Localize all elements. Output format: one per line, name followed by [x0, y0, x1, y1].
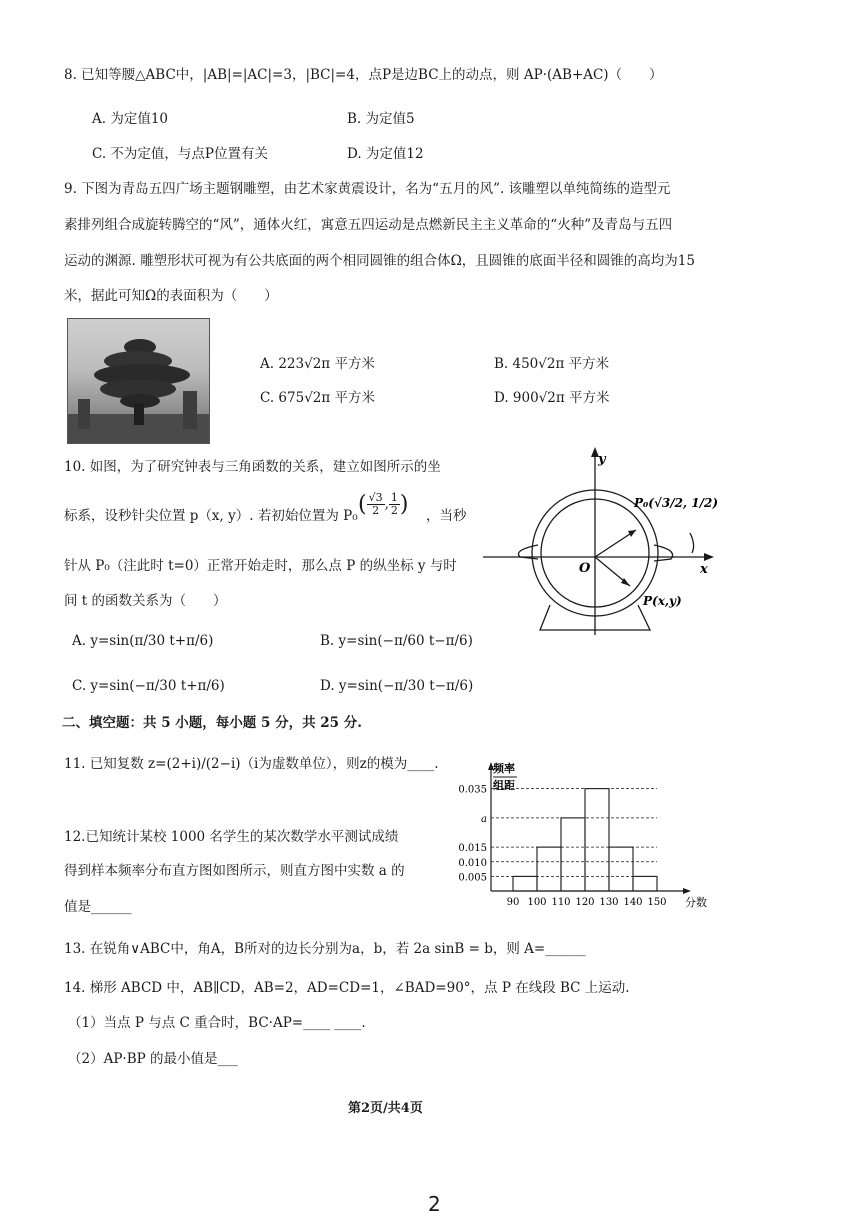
hist-bar [585, 789, 609, 891]
hist-x-arrow [683, 888, 691, 894]
sculpture-photo [67, 318, 210, 444]
hist-y-tick-label: 0.035 [458, 784, 487, 796]
q14-part2: （2）AP·BP 的最小值是___ [68, 1051, 238, 1067]
right-bell [654, 545, 673, 561]
hist-x-tick-label: 100 [527, 897, 547, 908]
hist-x-tick-label: 150 [647, 897, 667, 908]
q10-line2b: ，当秒 [426, 508, 467, 524]
q8-option-b: B. 为定值5 [347, 111, 415, 127]
q8-option-c: C. 不为定值，与点P位置有关 [92, 146, 269, 162]
hist-bar [561, 818, 585, 891]
hist-bar [633, 876, 657, 891]
q14-part1: （1）当点 P 与点 C 重合时，BC·AP=____ ____. [68, 1015, 366, 1031]
hist-y-tick-label: 0.015 [458, 843, 487, 855]
hist-y-tick-label: 0.005 [458, 872, 487, 884]
q10-line1: 10. 如图，为了研究钟表与三角函数的关系，建立如图所示的坐 [64, 459, 441, 475]
q9-option-d: D. 900√2π 平方米 [494, 390, 610, 406]
q9-line4: 米，据此可知Ω的表面积为（ ） [64, 288, 278, 304]
hist-x-tick-label: 110 [551, 897, 571, 908]
q11: 11. 已知复数 z=(2+i)/(2−i)（i为虚数单位），则z的模为____. [64, 756, 439, 772]
q12-line2: 得到样本频率分布直方图如图所示，则直方图中实数 a 的 [64, 863, 405, 879]
hist-bar [609, 847, 633, 891]
hist-x-tick-label: 90 [506, 897, 520, 908]
x-axis-label: x [700, 562, 708, 577]
clock-figure [478, 445, 728, 635]
hist-ylabel-top: 频率 [493, 762, 515, 775]
q9-line3: 运动的渊源. 雕塑形状可视为有公共底面的两个相同圆锥的组合体Ω，且圆锥的底面半径和圆锥的高均为15 [64, 253, 695, 269]
p0-arrowhead [628, 530, 636, 537]
x-end-hook [690, 533, 694, 553]
origin-label: O [579, 561, 591, 576]
q10-option-c: C. y=sin(−π/30 t+π/6) [72, 678, 225, 694]
q10-option-d: D. y=sin(−π/30 t−π/6) [320, 678, 474, 694]
q9-option-b: B. 450√2π 平方米 [494, 356, 610, 372]
sculpture-drawing [68, 319, 209, 443]
hist-x-tick-label: 120 [575, 897, 595, 908]
hist-x-tick-label: 130 [599, 897, 619, 908]
q9-line1: 9. 下图为青岛五四广场主题钢雕塑，由艺术家黄震设计，名为“五月的风”. 该雕塑以单纯简练的造型元 [64, 181, 671, 197]
q10-line3: 针从 P₀（注此时 t=0）正常开始走时，那么点 P 的纵坐标 y 与时 [64, 558, 457, 574]
x-arrow [704, 553, 714, 561]
q13: 13. 在锐角∨ABC中，角A，B所对的边长分别为a，b，若 2a sinB = b，则 A=______ [64, 941, 586, 957]
q8-option-a: A. 为定值10 [92, 111, 169, 127]
hist-x-tick-label: 140 [623, 897, 643, 908]
q8-option-d: D. 为定值12 [347, 146, 424, 162]
q10-line2a: 标系，设秒针尖位置 p（x, y）. 若初始位置为 P₀ [64, 508, 358, 524]
q12-line1: 12.已知统计某校 1000 名学生的某次数学水平测试成绩 [64, 829, 399, 845]
q10-line4: 间 t 的函数关系为（ ） [64, 593, 227, 609]
hist-y-tick-label: a [481, 813, 487, 825]
q8-stem: 8. 已知等腰△ABC中，|AB|=|AC|=3，|BC|=4，点P是边BC上的动点，则 AP·(AB+AC)（ ） [64, 67, 663, 83]
page-footer: 第2页/共4页 [348, 1101, 423, 1116]
hist-bar [537, 847, 561, 891]
p0-label: P₀(√3/2, 1/2) [634, 496, 719, 510]
q10-option-a: A. y=sin(π/30 t+π/6) [72, 633, 214, 649]
section-2-heading: 二、填空题：共 5 小题，每小题 5 分，共 25 分. [62, 715, 362, 731]
q10-option-b: B. y=sin(−π/60 t−π/6) [320, 633, 473, 649]
hist-ylabel-bottom: 组距 [493, 779, 515, 792]
q12-line3: 值是______ [64, 899, 132, 915]
y-axis-label: y [598, 452, 606, 467]
hist-y-tick-label: 0.010 [458, 857, 487, 869]
frequency-histogram [455, 758, 720, 913]
hist-xlabel: 分数 [685, 896, 707, 909]
q9-option-a: A. 223√2π 平方米 [260, 356, 375, 372]
hist-bar [513, 876, 537, 891]
p-label: P(x,y) [643, 594, 682, 608]
q10-p0-coordinates: ( $\frac{√3}{2}$ , $\frac{1}{2}$ ) [358, 491, 409, 517]
q14-stem: 14. 梯形 ABCD 中，AB∥CD，AB=2，AD=CD=1，∠BAD=90°，点 P 在线段 BC 上运动. [64, 980, 630, 996]
q9-option-c: C. 675√2π 平方米 [260, 390, 376, 406]
q9-line2: 素排列组合成旋转腾空的“风”，通体火红，寓意五四运动是点燃新民主主义革命的“火种”及青岛与五四 [64, 217, 673, 233]
page-number: 2 [428, 1192, 441, 1216]
